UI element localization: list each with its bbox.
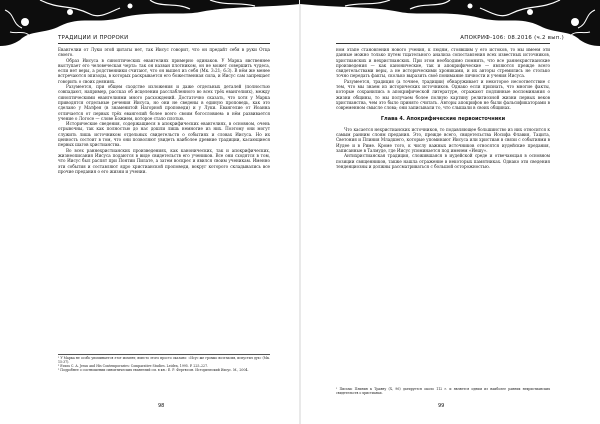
- left-footnotes: [58, 354, 270, 373]
- right-page-number: 99: [438, 403, 445, 409]
- paragraph: Антихристианская традиция, сложившаяся в иудейской среде и отвечающая в основном позиции священников, также нашла отражение в некоторых памятниках. Однако эти сведения тенденциозны и должны рассматриваться с большой осторожностью.: [336, 153, 550, 169]
- left-running-head: ТРАДИЦИИ И ПРОРОКИ: [58, 35, 129, 41]
- paragraph: ном этапе становления нового учения, к людям, стоявшим у его истоков, то мы имеем эти данные можно только путем тщательного анализа сопоставления всех известных источников, христианских и нехристианских. При этом необходимо помнить, что все раннехристианские произведения — как канонические, так и апокрифические — являются прежде всего свидетельствами веры, а не историческими хрониками, и их авторы стремились не столько точно передать факты, сколько выразить своё понимание личности и учения Иисуса.: [336, 47, 550, 79]
- paragraph: Образ Иисуса в синоптических евангелиях примерно одинаков. У Марка явственнее выступает его человеческая черта: так он назван плотником, он не может совершить чудеса, если нет веры, а родственники считают, что он вышел из себя (Мк. 3:21; 6:3). В нём же менее встречаются эпизоды, в которых раскрывается его божественная сила, и Иисус сам запрещает говорить о своих деяниях.: [58, 57, 270, 84]
- paragraph: Разумеется, традиция (а точнее, традиции) обнаруживает и некоторое несоответствие с тем, что мы знаем из исторических источников. Однако если признать, что многие факты, которые сохранились в апокрифической литературе, отражают подлинные воспоминания о жизни общины, то мы получаем более полную картину религиозной жизни первых веков христианства, чем это было принято считать. Авторы апокрифов не были фальсификаторами в современном смысле слова; они записывали то, что слышали в своих общинах.: [336, 78, 550, 111]
- right-body-text: [336, 47, 550, 169]
- paragraph: Евангелии от Луки этой цитаты нет, так Иисус говорит, что он предайт себя в руки Отца своего.: [58, 47, 270, 58]
- left-body-text: [58, 47, 270, 174]
- left-ornament-icon: [0, 0, 300, 46]
- paragraph: Исторические сведения, содержащиеся в апокрифических евангелиях, в основном, очень отрывочны, так как полностью до нас дошли лишь немногие из них. Поэтому они могут служить лишь источником отдельных свидетельств о событиях и словах Иисуса. Но их ценность состоит в том, что они позволяют увидеть наиболее древние традиции, касающиеся первых шагов христианства.: [58, 121, 270, 148]
- right-footnotes: [336, 388, 550, 396]
- chapter-title: Глава 4. Апокрифические первоисточники: [380, 115, 506, 122]
- paragraph: Разумеется, при общем сходстве изложения и даже отдельных деталей (полностью совпадают, например, рассказ об исцелении расслабленного во всех трёх евангелиях), между синоптическими евангелиями много расхождений. Достаточно сказать, что хотя у Марка приводятся отдельные речения Иисуса, но они не сведены в единую проповедь, как это сделано у Матфея (в знаменитой Нагорной проповеди) и у Луки. Евангелие от Иоанна отличается от первых трёх евангелий более всего своим богословием: в нём развивается учение о Логосе — слове Божием, которое стало плотью.: [58, 84, 270, 121]
- footnote: ¹ У Марка не особо упоминается этот момент, вместо этого просто сказано: «Исус же громко возгласив, испустил дух» (Мк. 15:37).: [58, 356, 270, 364]
- right-page: [300, 0, 600, 424]
- footnote: ² Evans C. A. Jesus and His Contemporaries: Comparative Studies. Leiden, 1995. P. 225–227.: [58, 363, 209, 368]
- right-running-head: АПОКРИФ-106: 08.2016 (ч.2 вып.): [460, 35, 564, 41]
- right-header-rule: [336, 43, 550, 44]
- left-page-number: 98: [158, 403, 165, 409]
- left-header-rule: [58, 43, 270, 44]
- paragraph: Что касается нехристианских источников, то подавляющее большинство из них относится к самым ранним слоям предания. Это, прежде всего, свидетельства Иосифа Флавия, Тацита, Светония и Плиния Младшего, которые упоминают Иисуса или христиан в связи с событиями в Иудее и в Риме. Кроме того, к числу важных источников относятся иудейские предания, записанные в Талмуде, где Иисус упоминается под именем «Иешу».: [336, 126, 550, 154]
- paragraph: Во всех раннехристианских произведениях, как канонических, так и апокрифических, жизнеописания Иисуса подаются в виде свидетельств его учеников. Все они сходятся в том, что Иисус был распят при Понтии Пилате, а затем воскрес и явился своим ученикам. Именно эти события и составляют ядро христианской проповеди, вокруг которого складывались все прочие предания о его жизни и учении.: [58, 147, 270, 174]
- footnote: ¹ Письмо Плиния к Траяну (X, 96) датируется около 112 г. и является одним из наиболее ранних нехристианских свидетельств о христианах.: [336, 387, 550, 395]
- footnote: ³ Подробнее о соотношении синоптических евангелий см. в кн.: Е. Р. Фергюсон. Исторический Иисус. М., 2004.: [58, 367, 249, 372]
